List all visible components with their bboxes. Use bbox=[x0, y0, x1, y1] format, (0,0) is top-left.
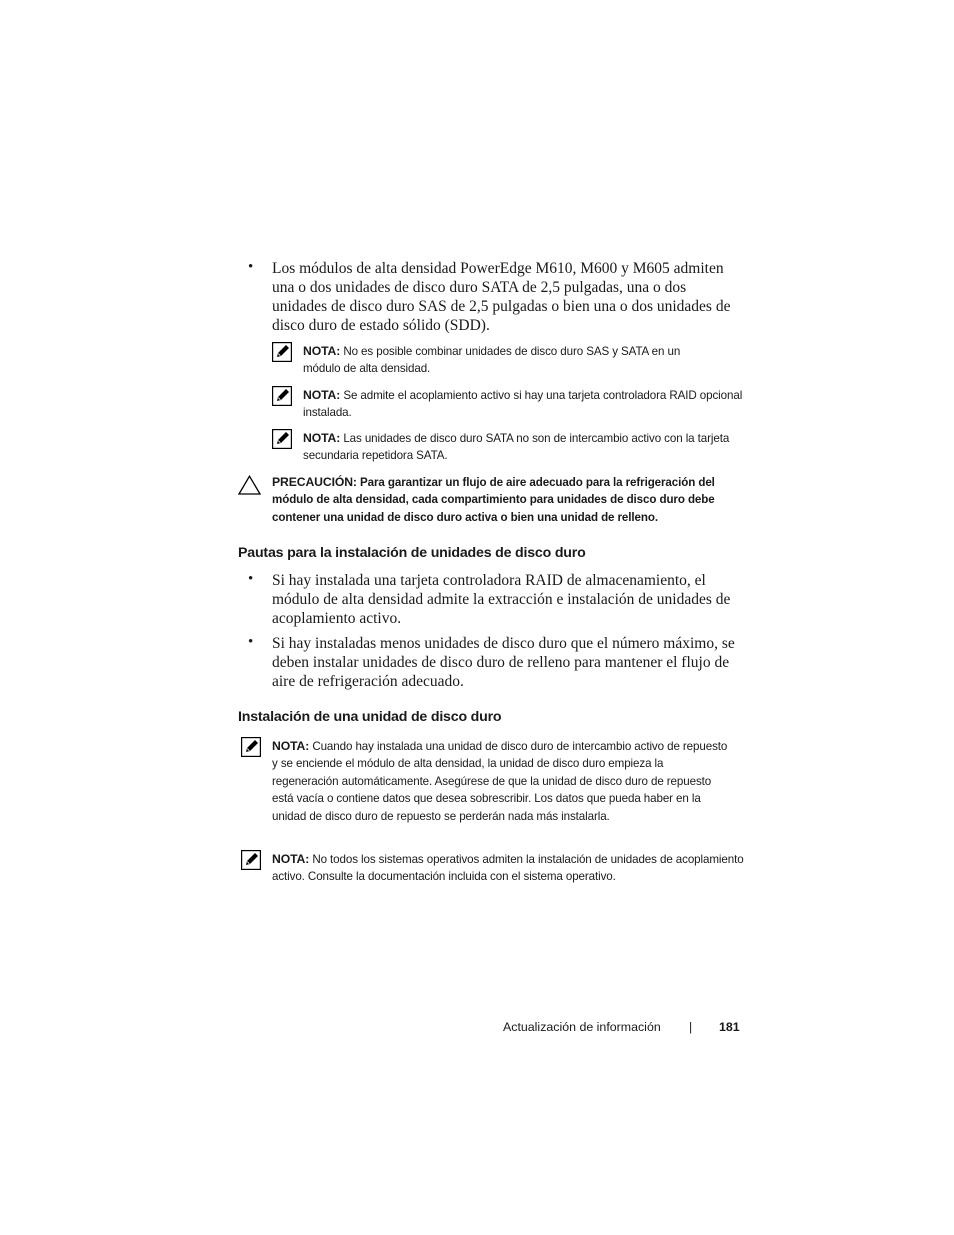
bullet-text: Los módulos de alta densidad PowerEdge M610, M600 y M605 admiten una o dos unidades de disco duro SATA de 2,5 pulgadas, una o dos unidades de disco duro SAS de 2,5 pulgadas o bien una o dos unidades de disco duro de estado sólido (SDD). bbox=[272, 260, 731, 334]
note-label: NOTA: bbox=[272, 739, 310, 753]
note-text bbox=[303, 430, 733, 465]
caution-body: Para garantizar un flujo de aire adecuado para la refrigeración del módulo de alta densidad, cada compartimiento para unidades de disco duro debe contener una unidad de disco duro activa o bien una unidad de relleno. bbox=[272, 476, 715, 524]
note-text bbox=[272, 851, 744, 886]
bullet-text: Si hay instaladas menos unidades de disco duro que el número máximo, se deben instalar unidades de disco duro de relleno para mantener el flujo de aire de refrigeración adecuado. bbox=[272, 635, 735, 690]
note-text bbox=[272, 738, 728, 825]
note-text bbox=[303, 343, 703, 378]
page-number: 181 bbox=[719, 1020, 740, 1034]
footer-separator: | bbox=[689, 1020, 693, 1034]
section-heading: Pautas para la instalación de unidades de disco duro bbox=[238, 545, 586, 561]
note-pencil-icon bbox=[272, 342, 292, 362]
note-label: NOTA: bbox=[272, 852, 310, 866]
note-body: Las unidades de disco duro SATA no son de intercambio activo con la tarjeta secundaria repetidora SATA. bbox=[303, 432, 730, 463]
note-pencil-icon bbox=[272, 386, 292, 406]
caution-text bbox=[272, 474, 742, 526]
note-label: NOTA: bbox=[303, 388, 341, 402]
caution-label: PRECAUCIÓN: bbox=[272, 475, 357, 489]
note-label: NOTA: bbox=[303, 431, 341, 445]
bullet-marker: • bbox=[248, 571, 254, 587]
note-text bbox=[303, 387, 743, 422]
bullet-text: Si hay instalada una tarjeta controladora RAID de almacenamiento, el módulo de alta densidad admite la extracción e instalación de unidades de acoplamiento activo. bbox=[272, 572, 731, 627]
bullet-marker: • bbox=[248, 634, 254, 650]
footer-section-title: Actualización de información bbox=[503, 1020, 661, 1034]
bullet-marker: • bbox=[248, 259, 254, 275]
note-body: Cuando hay instalada una unidad de disco duro de intercambio activo de repuesto y se enciende el módulo de alta densidad, la unidad de disco duro empieza la regeneración automáticamente. Asegúrese de que la unidad de disco duro de repuesto está vacía o contiene datos que desea sobrescribir. Los datos que pueda haber en la unidad de disco duro de repuesto se perderán nada más instalarla. bbox=[272, 740, 728, 823]
note-pencil-icon bbox=[241, 737, 261, 757]
note-pencil-icon bbox=[241, 850, 261, 870]
note-body: Se admite el acoplamiento activo si hay una tarjeta controladora RAID opcional instalada. bbox=[303, 389, 743, 420]
section-heading: Instalación de una unidad de disco duro bbox=[238, 709, 502, 725]
note-label: NOTA: bbox=[303, 344, 341, 358]
note-body: No todos los sistemas operativos admiten la instalación de unidades de acoplamiento activo. Consulte la documentación incluida con el sistema operativo. bbox=[272, 853, 744, 884]
note-pencil-icon bbox=[272, 429, 292, 449]
caution-triangle-icon bbox=[238, 475, 261, 495]
note-body: No es posible combinar unidades de disco duro SAS y SATA en un módulo de alta densidad. bbox=[303, 345, 681, 376]
